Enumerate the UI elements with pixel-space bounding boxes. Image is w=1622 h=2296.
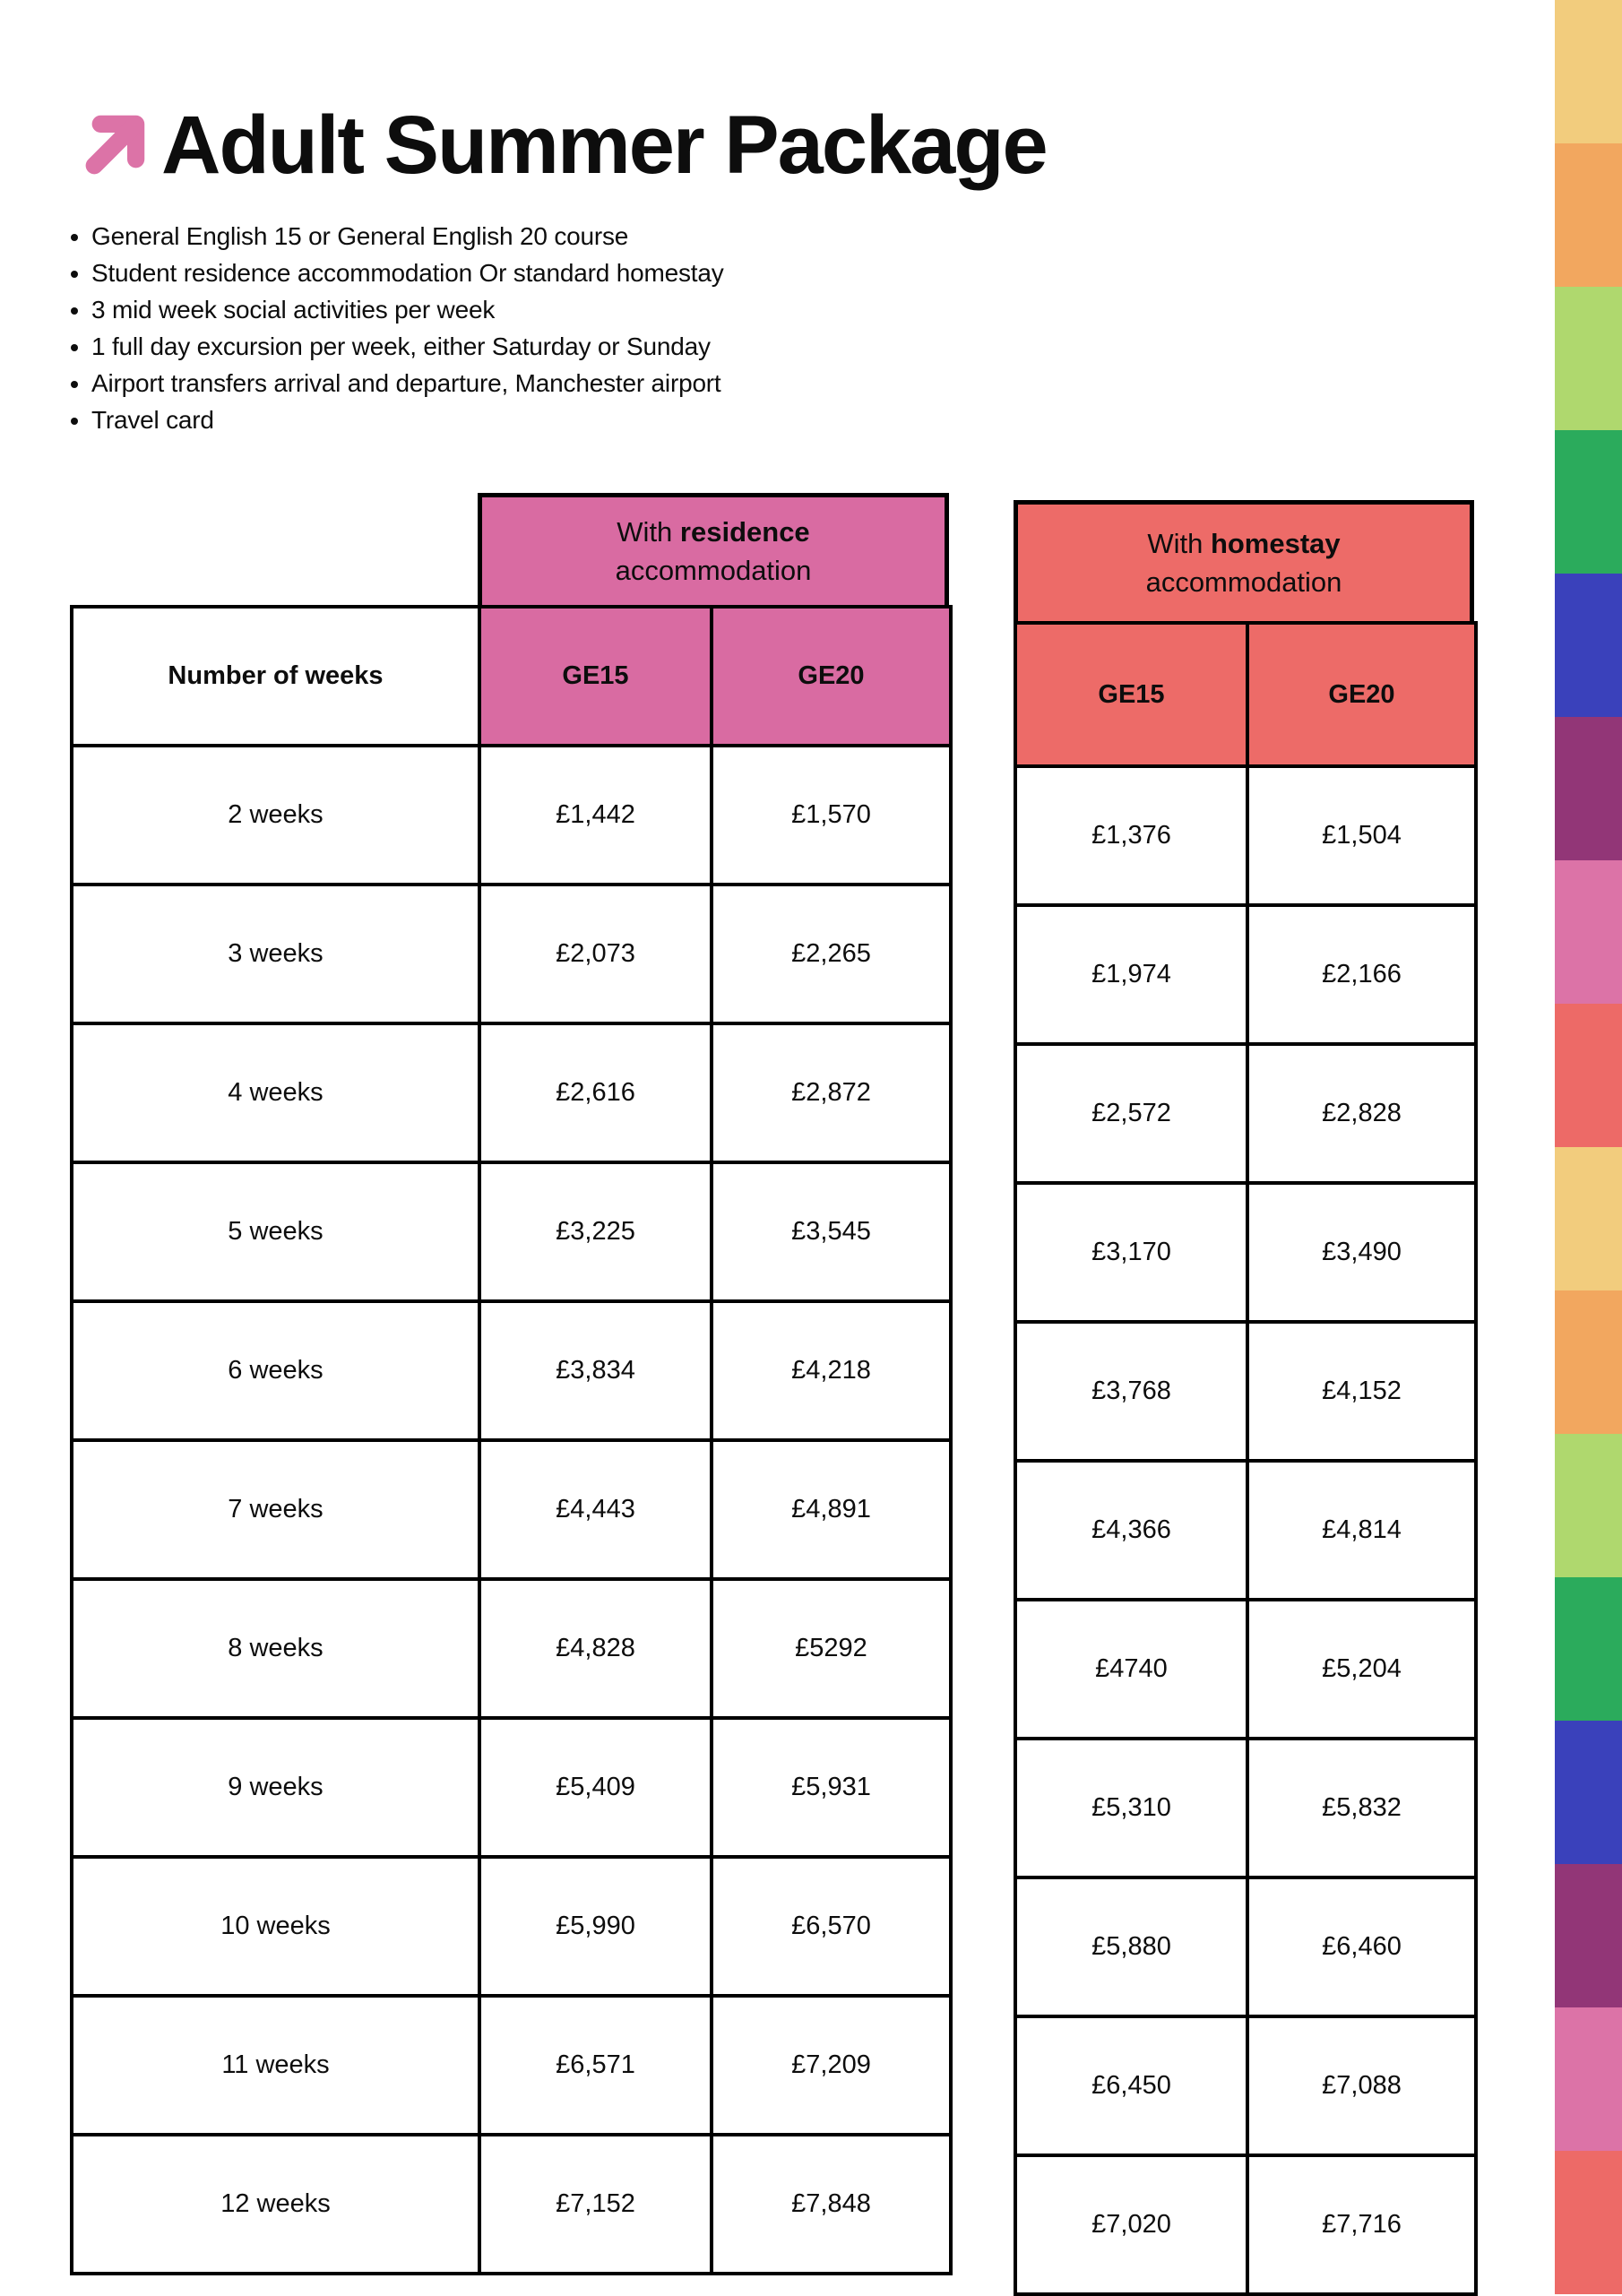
price-cell: £7,716 (1247, 2155, 1476, 2294)
table-row (72, 1996, 951, 2135)
price-cell: £3,834 (479, 1301, 712, 1440)
residence-header-line2: accommodation (615, 555, 812, 586)
price-cell: £2,616 (479, 1023, 712, 1162)
weeks-cell: 4 weeks (72, 1023, 479, 1162)
stripe-block (1555, 2151, 1622, 2294)
stripe-block (1555, 1864, 1622, 2007)
price-cell: £1,376 (1015, 766, 1247, 905)
feature-item: • 1 full day excursion per week, either Saturday or Sunday (91, 334, 724, 359)
weeks-cell: 11 weeks (72, 1996, 479, 2135)
title-row (77, 99, 1047, 191)
price-cell: £1,974 (1015, 905, 1247, 1044)
price-cell: £4,443 (479, 1440, 712, 1579)
table-row (1015, 2016, 1476, 2155)
stripe-block (1555, 1721, 1622, 1864)
price-cell: £3,545 (712, 1162, 951, 1301)
price-cell: £5292 (712, 1579, 951, 1718)
price-cell: £5,409 (479, 1718, 712, 1857)
price-cell: £5,990 (479, 1857, 712, 1996)
stripe-block (1555, 1004, 1622, 1147)
color-stripe (1555, 0, 1622, 2294)
residence-header-line1: With residence (617, 516, 810, 548)
weeks-cell: 7 weeks (72, 1440, 479, 1579)
stripe-block (1555, 0, 1622, 143)
weeks-cell: 8 weeks (72, 1579, 479, 1718)
table-row (1015, 1044, 1476, 1183)
table-row (1015, 1877, 1476, 2016)
price-cell: £7,848 (712, 2135, 951, 2274)
price-cell: £3,768 (1015, 1322, 1247, 1461)
price-cell: £7,020 (1015, 2155, 1247, 2294)
ge15-column-header: GE15 (479, 607, 712, 746)
package-features-list (57, 224, 724, 445)
price-cell: £6,571 (479, 1996, 712, 2135)
table-row (1015, 1739, 1476, 1877)
residence-price-table-section (70, 493, 949, 2294)
price-cell: £2,073 (479, 885, 712, 1023)
stripe-block (1555, 1147, 1622, 1290)
price-cell: £5,204 (1247, 1600, 1476, 1739)
weeks-column-header: Number of weeks (72, 607, 479, 746)
price-cell: £4,828 (479, 1579, 712, 1718)
weeks-cell: 5 weeks (72, 1162, 479, 1301)
stripe-block (1555, 1577, 1622, 1721)
table-row (72, 1718, 951, 1857)
table-row (1015, 1600, 1476, 1739)
ge20-column-header: GE20 (712, 607, 951, 746)
price-cell: £2,872 (712, 1023, 951, 1162)
price-cell: £2,828 (1247, 1044, 1476, 1183)
stripe-block (1555, 287, 1622, 430)
price-cell: £6,570 (712, 1857, 951, 1996)
weeks-cell: 3 weeks (72, 885, 479, 1023)
stripe-block (1555, 574, 1622, 717)
table-row (72, 1023, 951, 1162)
price-cell: £2,166 (1247, 905, 1476, 1044)
stripe-block (1555, 430, 1622, 574)
table-row (72, 1857, 951, 1996)
weeks-cell: 9 weeks (72, 1718, 479, 1857)
weeks-cell: 6 weeks (72, 1301, 479, 1440)
weeks-cell: 12 weeks (72, 2135, 479, 2274)
price-cell: £2,265 (712, 885, 951, 1023)
table-row (72, 885, 951, 1023)
homestay-price-table-section (1014, 500, 1474, 2294)
price-cell: £1,570 (712, 746, 951, 885)
table-row (1015, 1461, 1476, 1600)
table-row (1015, 1322, 1476, 1461)
price-cell: £3,490 (1247, 1183, 1476, 1322)
price-cell: £6,460 (1247, 1877, 1476, 2016)
feature-item: • Travel card (91, 408, 724, 433)
weeks-cell: 2 weeks (72, 746, 479, 885)
feature-item: • Airport transfers arrival and departure, Manchester airport (91, 371, 724, 396)
ge20-column-header: GE20 (1247, 623, 1476, 766)
residence-accommodation-header (478, 493, 949, 609)
north-east-arrow-icon (77, 108, 152, 183)
feature-item: • Student residence accommodation Or standard homestay (91, 261, 724, 286)
feature-item: • 3 mid week social activities per week (91, 298, 724, 323)
weeks-cell: 10 weeks (72, 1857, 479, 1996)
ge15-column-header: GE15 (1015, 623, 1247, 766)
price-cell: £5,880 (1015, 1877, 1247, 2016)
price-cell: £4,814 (1247, 1461, 1476, 1600)
price-cell: £4,891 (712, 1440, 951, 1579)
price-cell: £7,088 (1247, 2016, 1476, 2155)
table-row (1015, 2155, 1476, 2294)
homestay-header-row (1015, 623, 1476, 766)
residence-price-table (70, 605, 953, 2275)
price-cell: £3,225 (479, 1162, 712, 1301)
price-cell: £1,504 (1247, 766, 1476, 905)
price-cell: £4,366 (1015, 1461, 1247, 1600)
table-row (1015, 766, 1476, 905)
table-row (72, 2135, 951, 2274)
table-row (72, 1162, 951, 1301)
table-row (1015, 905, 1476, 1044)
table-row (72, 1579, 951, 1718)
price-cell: £1,442 (479, 746, 712, 885)
homestay-header-line1: With homestay (1147, 528, 1341, 559)
stripe-block (1555, 860, 1622, 1004)
price-cell: £5,931 (712, 1718, 951, 1857)
stripe-block (1555, 2007, 1622, 2151)
stripe-block (1555, 1290, 1622, 1434)
stripe-block (1555, 717, 1622, 860)
homestay-accommodation-header (1014, 500, 1474, 626)
price-cell: £2,572 (1015, 1044, 1247, 1183)
page-title: Adult Summer Package (161, 99, 1047, 191)
feature-item: • General English 15 or General English 20 course (91, 224, 724, 249)
price-cell: £4740 (1015, 1600, 1247, 1739)
price-cell: £6,450 (1015, 2016, 1247, 2155)
table-row (1015, 1183, 1476, 1322)
price-cell: £7,152 (479, 2135, 712, 2274)
residence-header-row (72, 607, 951, 746)
table-row (72, 1440, 951, 1579)
price-cell: £5,310 (1015, 1739, 1247, 1877)
price-cell: £3,170 (1015, 1183, 1247, 1322)
homestay-header-line2: accommodation (1145, 566, 1342, 598)
price-cell: £7,209 (712, 1996, 951, 2135)
price-cell: £4,218 (712, 1301, 951, 1440)
stripe-block (1555, 143, 1622, 287)
price-cell: £4,152 (1247, 1322, 1476, 1461)
table-row (72, 1301, 951, 1440)
homestay-price-table (1014, 621, 1478, 2296)
price-cell: £5,832 (1247, 1739, 1476, 1877)
stripe-block (1555, 1434, 1622, 1577)
table-row (72, 746, 951, 885)
